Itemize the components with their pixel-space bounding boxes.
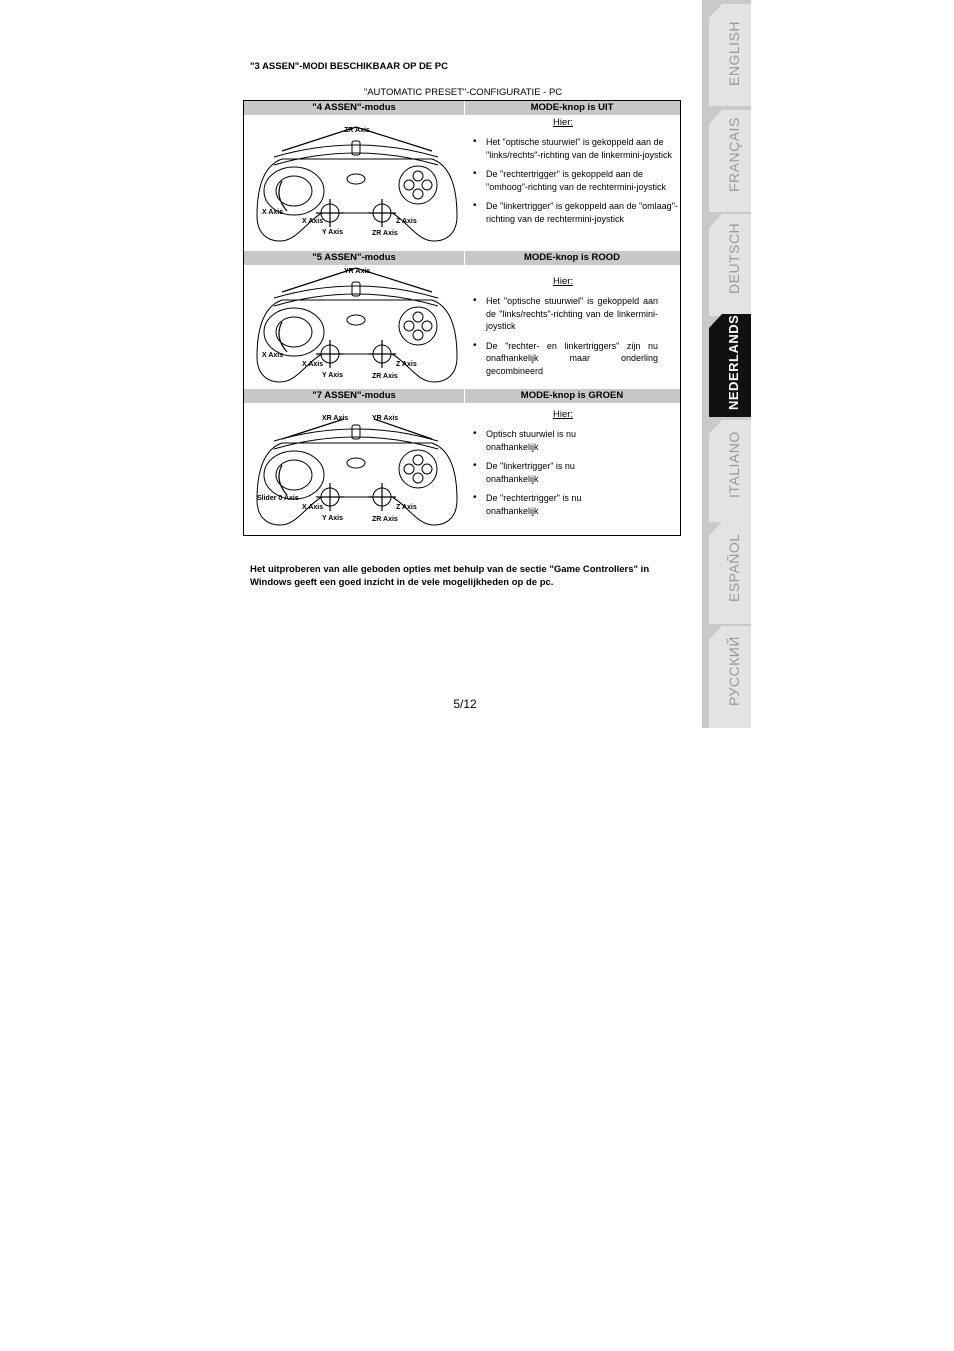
tab-nederlands[interactable] — [702, 312, 751, 417]
action-button — [422, 180, 432, 190]
list-item: • De "linkertrigger" is gekoppeld aan de "omlaag"-richting van de rechtermini-joystick — [472, 200, 678, 225]
list-item: • Optisch stuurwiel is nu onafhankelijk — [472, 428, 582, 453]
axis-label: X Axis — [302, 218, 324, 225]
action-button — [413, 330, 423, 340]
list-item: • De "rechter- en linkertriggers" zijn nu onafhankelijk maar onderling gecombineerd — [472, 340, 658, 378]
tab-label: РУССКИЙ — [726, 636, 742, 706]
axis-label: YR Axis — [372, 415, 399, 422]
action-button — [404, 321, 414, 331]
list-item: • Het "optische stuurwiel" is gekoppeld aan de "links/rechts"-richting van de linkermini-joystick — [472, 295, 658, 333]
axis-label: ZR Axis — [344, 127, 370, 134]
axis-label: ZR Axis — [372, 230, 398, 237]
action-button — [413, 473, 423, 483]
gamepad-body — [257, 300, 457, 382]
z-zr-cross-arrows — [368, 340, 396, 368]
axis-label: X Axis — [262, 209, 284, 216]
page-heading: "3 ASSEN"-MODI BESCHIKBAAR OP DE PC — [250, 61, 448, 72]
axis-label: YR Axis — [344, 268, 371, 275]
gamepad-diagram — [252, 266, 462, 386]
tab-italiano[interactable] — [702, 418, 751, 522]
rotation-arrow — [279, 322, 287, 352]
button-state: MODE-knop is UIT — [530, 102, 614, 113]
axis-label: XR Axis — [322, 415, 349, 422]
action-button — [422, 464, 432, 474]
config-table — [243, 100, 681, 536]
tab-label: DEUTSCH — [726, 222, 742, 294]
tab-espanol[interactable] — [702, 520, 751, 624]
action-button — [404, 464, 414, 474]
mode-label: "5 ASSEN"-modus — [312, 252, 396, 263]
left-stick-housing — [264, 451, 324, 499]
bullet-list — [472, 295, 658, 384]
hier-label: Hier: — [553, 409, 574, 420]
mode-button — [347, 458, 365, 468]
axis-label: ZR Axis — [372, 516, 398, 523]
mode-label: "7 ASSEN"-modus — [312, 390, 396, 401]
tab-label: FRANÇAIS — [726, 117, 742, 192]
tab-label: ESPAÑOL — [726, 533, 742, 602]
action-buttons-ring — [399, 307, 437, 345]
hier-label: Hier: — [553, 276, 574, 287]
language-tabs — [702, 0, 751, 728]
tab-russian[interactable] — [702, 624, 751, 728]
list-item: • Het "optische stuurwiel" is gekoppeld aan de "links/rechts"-richting van de linkermini-joystick — [472, 136, 678, 161]
tab-label: ITALIANO — [726, 431, 742, 498]
action-button — [422, 321, 432, 331]
left-stick-housing — [264, 308, 324, 356]
mode-button — [347, 315, 365, 325]
bullet-list — [472, 136, 678, 232]
gamepad-body — [257, 159, 457, 241]
axis-label: Y Axis — [322, 515, 344, 522]
z-zr-cross-arrows — [368, 199, 396, 227]
bottom-note: Het uitproberen van alle geboden opties met behulp van de sectie "Game Controllers" in Windows geeft een goed inzicht in de vele mogelijkheden op de pc. — [250, 564, 650, 588]
rotation-arrow — [279, 465, 287, 495]
action-buttons-ring — [399, 166, 437, 204]
action-button — [413, 189, 423, 199]
axis-label: Z Axis — [396, 504, 417, 511]
gamepad-diagram — [252, 409, 462, 529]
action-button — [413, 312, 423, 322]
section-header-5-axes — [244, 251, 680, 265]
gamepad-body — [257, 443, 457, 525]
left-stick-housing — [264, 167, 324, 215]
button-state: MODE-knop is ROOD — [523, 252, 621, 263]
list-item: • De "rechtertrigger" is gekoppeld aan de "omhoog"-richting van de rechtermini-joystick — [472, 168, 678, 193]
tab-english[interactable] — [702, 2, 751, 106]
axis-label: Y Axis — [322, 229, 344, 236]
tab-francais[interactable] — [702, 108, 751, 212]
bullet-list — [472, 428, 582, 524]
tab-label: ENGLISH — [726, 21, 742, 86]
axis-label: X Axis — [302, 504, 324, 511]
action-button — [413, 455, 423, 465]
action-button — [404, 180, 414, 190]
mode-button — [347, 174, 365, 184]
gamepad-diagram — [252, 121, 462, 245]
action-button — [413, 171, 423, 181]
rotation-arrow — [279, 181, 287, 211]
list-item: • De "rechtertrigger" is nu onafhankelijk — [472, 492, 582, 517]
axis-label: ZR Axis — [372, 373, 398, 380]
list-item: • De "linkertrigger" is nu onafhankelijk — [472, 460, 582, 485]
tab-deutsch[interactable] — [702, 212, 751, 316]
table-caption: "AUTOMATIC PRESET"-CONFIGURATIE - PC — [363, 87, 563, 98]
button-state: MODE-knop is GROEN — [520, 390, 624, 401]
page-number: 5/12 — [453, 697, 477, 711]
section-header-7-axes — [244, 389, 680, 403]
axis-label: Z Axis — [396, 361, 417, 368]
axis-label: Slider 0 Axis — [257, 495, 299, 502]
axis-label: Z Axis — [396, 218, 417, 225]
z-zr-cross-arrows — [368, 483, 396, 511]
tab-label: NEDERLANDS — [726, 314, 741, 410]
axis-label: X Axis — [262, 352, 284, 359]
mode-label: "4 ASSEN"-modus — [312, 102, 396, 113]
hier-label: Hier: — [553, 117, 574, 128]
axis-label: X Axis — [302, 361, 324, 368]
section-header-4-axes — [244, 101, 680, 115]
action-buttons-ring — [399, 450, 437, 488]
axis-label: Y Axis — [322, 372, 344, 379]
